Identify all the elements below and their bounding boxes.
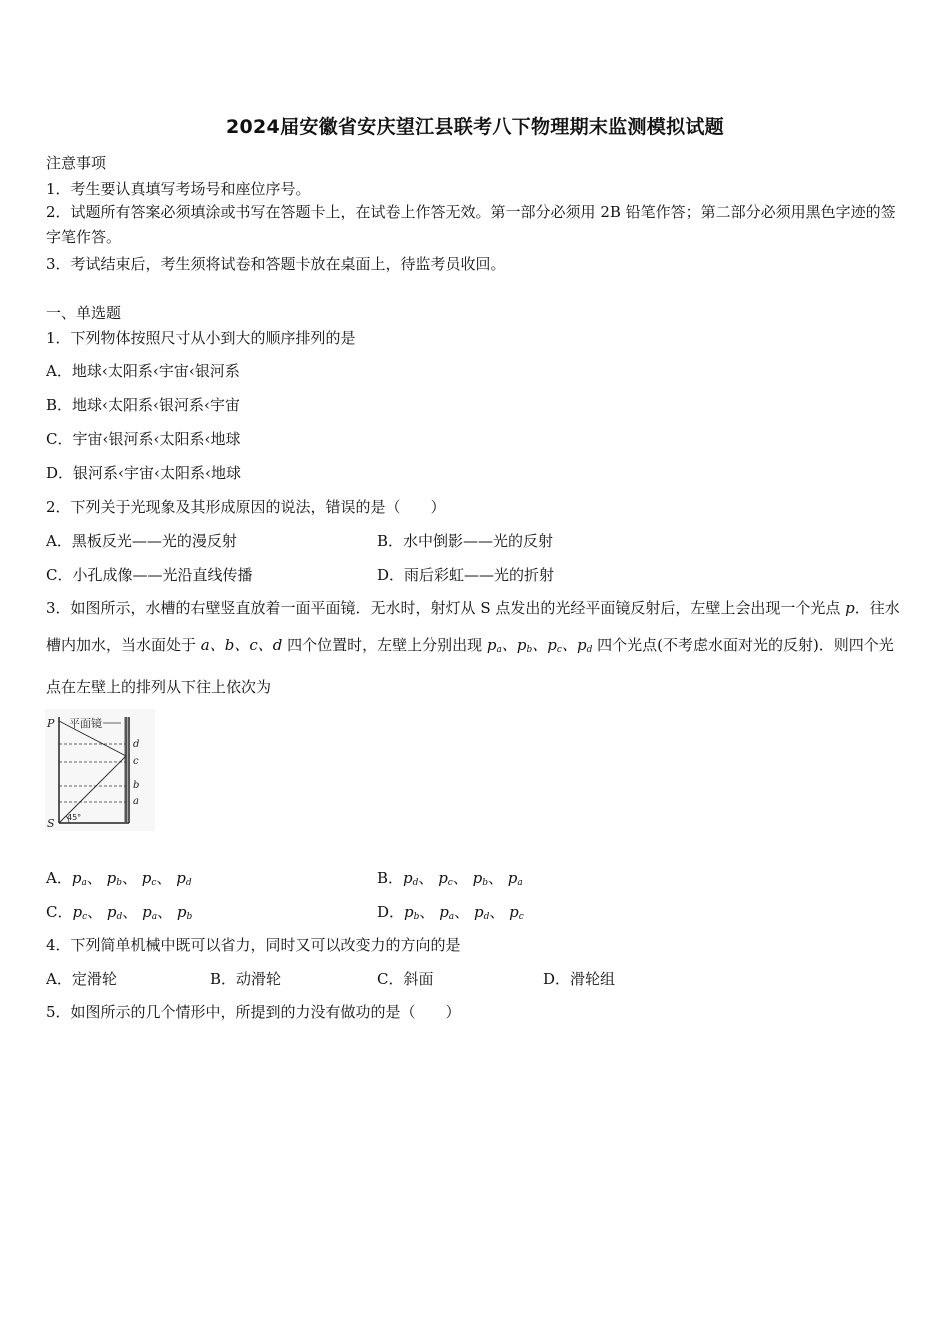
light-spot-pb: $p_b$: [176, 903, 193, 922]
q1-option-d: D．银河系‹宇宙‹太阳系‹地球: [46, 464, 242, 482]
notice-item-1: 1．考生要认真填写考场号和座位序号。: [46, 180, 311, 198]
q2-option-c: C．小孔成像——光沿直线传播: [46, 566, 253, 584]
light-spot-pd: $p_d$: [176, 869, 192, 888]
figure-angle-label: 45°: [67, 813, 82, 822]
q4-stem: 4．下列简单机械中既可以省力，同时又可以改变力的方向的是: [46, 936, 461, 954]
q1-option-c: C．宇宙‹银河系‹太阳系‹地球: [46, 430, 241, 448]
q3-option-a: A．$p_a$、 $p_b$、 $p_c$、 $p_d$: [46, 869, 192, 888]
section-heading: 一、单选题: [46, 304, 122, 322]
light-spot-pb: $p_b$: [516, 636, 533, 655]
q3-option-c: C．$p_c$、 $p_d$、 $p_a$、 $p_b$: [46, 903, 193, 922]
figure-s-label: S: [47, 817, 55, 830]
q4-option-d: D．滑轮组: [543, 970, 616, 988]
q4-option-a: A．定滑轮: [46, 970, 117, 988]
light-spot-pc: $p_c$: [509, 903, 524, 922]
mirror-tank-figure: [45, 709, 155, 831]
light-spot-pc: $p_c$: [72, 903, 88, 922]
light-spot-pa: $p_a$: [71, 869, 87, 888]
notice-item-3: 3．考试结束后，考生须将试卷和答题卡放在桌面上，待监考员收回。: [46, 255, 506, 273]
light-spot-pd: $p_d$: [473, 903, 490, 922]
q3-option-b: B．$p_d$、 $p_c$、 $p_b$、 $p_a$: [377, 869, 523, 888]
q5-stem: 5．如图所示的几个情形中，所提到的力没有做功的是（ ）: [46, 1003, 461, 1021]
q3-option-d: D．$p_b$、 $p_a$、 $p_d$、 $p_c$: [377, 903, 524, 922]
page-title: 2024届安徽省安庆望江县联考八下物理期末监测模拟试题: [226, 116, 724, 138]
notice-heading: 注意事项: [46, 154, 107, 172]
light-spot-pc: $p_c$: [438, 869, 453, 888]
figure-p-label: P: [47, 717, 55, 730]
q3-spot-p: p: [845, 599, 855, 617]
light-spot-pc: $p_c$: [547, 636, 562, 655]
level-d-label: d: [133, 739, 140, 750]
light-spot-pa: $p_a$: [439, 903, 455, 922]
light-spot-pb: $p_b$: [472, 869, 488, 888]
light-spot-pa: $p_a$: [142, 903, 158, 922]
light-spot-pb: $p_b$: [404, 903, 420, 922]
light-spot-pd: $p_d$: [403, 869, 419, 888]
q2-option-d: D．雨后彩虹——光的折射: [377, 566, 555, 584]
light-spot-pa: $p_a$: [507, 869, 523, 888]
notice-item-2: 2．试题所有答案必须填涂或书写在答题卡上，在试卷上作答无效。第一部分必须用 2B 铅笔作答；第二部分必须用黑色字迹的签字笔作答。: [46, 203, 896, 246]
light-spot-pd: $p_d$: [576, 636, 593, 655]
q2-stem: 2．下列关于光现象及其形成原因的说法，错误的是（ ）: [46, 498, 446, 516]
q4-option-b: B．动滑轮: [210, 970, 282, 988]
light-spot-pa: $p_a$: [486, 636, 502, 655]
level-a-label: a: [133, 796, 139, 807]
light-spot-pd: $p_d$: [106, 903, 123, 922]
level-c-label: c: [133, 756, 139, 767]
q2-option-a: A．黑板反光——光的漫反射: [46, 532, 237, 550]
figure-mirror-label: 平面镜: [69, 717, 102, 730]
q1-option-a: A．地球‹太阳系‹宇宙‹银河系: [46, 362, 240, 380]
q3-levels: a、b、c、d: [200, 636, 283, 654]
q2-option-b: B．水中倒影——光的反射: [377, 532, 554, 550]
q4-option-c: C．斜面: [377, 970, 434, 988]
q1-stem: 1．下列物体按照尺寸从小到大的顺序排列的是: [46, 329, 356, 347]
q1-option-b: B．地球‹太阳系‹银河系‹宇宙: [46, 396, 241, 414]
level-b-label: b: [133, 780, 140, 791]
light-spot-pb: $p_b$: [106, 869, 122, 888]
q3-spot-list: $p_a$、$p_b$、$p_c$、$p_d$: [486, 636, 593, 655]
q3-stem: 3．如图所示，水槽的右壁竖直放着一面平面镜．无水时，射灯从 S 点发出的光经平面镜反射后，左壁上会出现一个光点 p．往水槽内加水，当水面处于 a、b、c、d 四个位置时，左壁上分别出现 $p_a$、$p_b$、$p_c$、$p_d$ 四个光点(不考虑水面对光的反射)．则四个光点在左壁上的排列从下往上依次为: [46, 599, 900, 696]
light-spot-pc: $p_c$: [141, 869, 157, 888]
